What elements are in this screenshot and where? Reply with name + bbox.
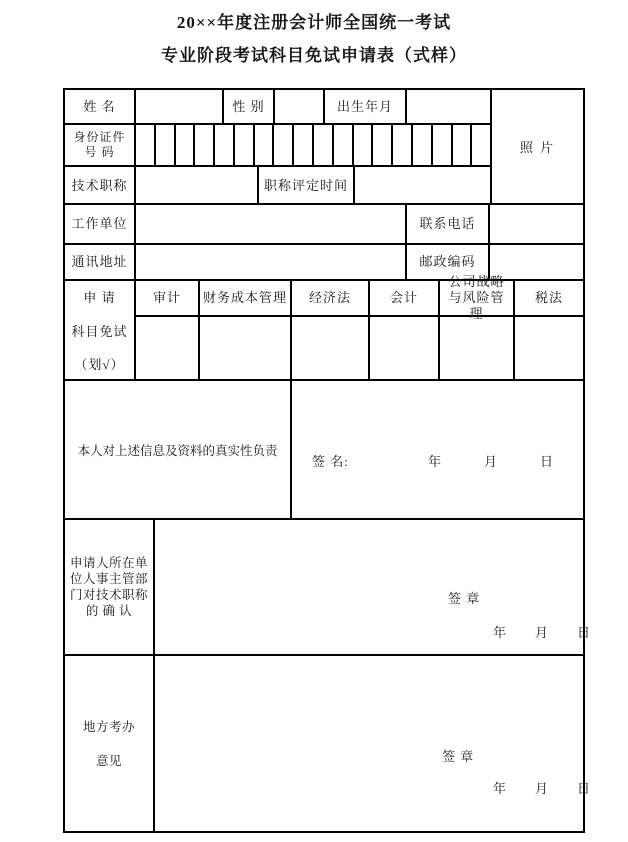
- id-digit-box: [255, 125, 275, 165]
- birth-label: 出生年月: [325, 90, 407, 123]
- local-office-seal-area: [155, 656, 592, 831]
- name-value-cell: [136, 90, 224, 123]
- row-id-number: [65, 125, 490, 167]
- subject-economic-law: 经济法: [292, 281, 370, 315]
- id-digit-box: [334, 125, 354, 165]
- subject-checkbox-cell: [136, 317, 200, 379]
- hr-confirm-seal-area: [155, 520, 592, 654]
- subject-checkbox-cell: [200, 317, 292, 379]
- work-unit-label: 工作单位: [65, 205, 136, 243]
- local-office-seal-label: 签 章: [442, 749, 475, 764]
- gender-value-cell: [275, 90, 325, 123]
- photo-placeholder: 照 片: [490, 90, 583, 203]
- local-office-label-line1: 地方考办: [82, 719, 135, 734]
- phone-value-cell: [490, 205, 583, 243]
- local-office-label-line2: 意见: [95, 753, 122, 768]
- subject-checkbox-cell: [440, 317, 515, 379]
- hr-seal-label: 签 章: [448, 591, 481, 606]
- subject-checkbox-cell: [370, 317, 440, 379]
- id-digit-box: [294, 125, 314, 165]
- hr-confirm-label-line3: 门对技术职称: [69, 588, 148, 602]
- subject-columns: [136, 274, 583, 379]
- local-office-section: [65, 656, 592, 831]
- id-digit-box: [215, 125, 235, 165]
- id-digit-box: [354, 125, 374, 165]
- subject-checkbox-row: [136, 317, 583, 379]
- id-number-label-line1: 身份证件: [73, 130, 126, 144]
- subject-exemption-section: [65, 274, 583, 381]
- subject-audit: 审计: [136, 281, 200, 315]
- id-digit-box: [433, 125, 453, 165]
- personal-info-block: [65, 90, 583, 205]
- id-digit-box: [176, 125, 196, 165]
- id-digit-box: [156, 125, 176, 165]
- work-unit-value-cell: [136, 205, 407, 243]
- eval-time-value-cell: [355, 167, 490, 205]
- hr-confirm-label: [65, 520, 155, 654]
- id-digit-box: [274, 125, 294, 165]
- subject-exemption-label-line2: 科目免试: [71, 323, 128, 339]
- id-number-label: [65, 125, 136, 165]
- subject-financial-cost-mgmt: 财务成本管理: [200, 281, 292, 315]
- tech-title-value-cell: [136, 167, 259, 205]
- name-label: 姓 名: [65, 90, 136, 123]
- subject-strategy-risk: 公司战略与风险管理: [440, 281, 515, 315]
- subject-checkbox-cell: [292, 317, 370, 379]
- id-digit-box: [373, 125, 393, 165]
- personal-info-left: [65, 90, 490, 203]
- gender-label: 性 别: [224, 90, 275, 123]
- subject-exemption-label: [65, 281, 136, 379]
- form-title: [0, 6, 628, 72]
- hr-confirm-label-line4: 的 确 认: [85, 604, 133, 618]
- application-form-table: [63, 88, 592, 833]
- tech-title-label: 技术职称: [65, 167, 136, 205]
- id-digit-box: [472, 125, 490, 165]
- hr-confirm-label-line1: 申请人所在单: [69, 556, 148, 570]
- local-office-date-label: 年 月 日: [493, 781, 592, 796]
- hr-confirm-label-line2: 位人事主管部: [69, 572, 148, 586]
- id-digit-box: [195, 125, 215, 165]
- id-number-label-line2: 号 码: [84, 145, 115, 159]
- subject-accounting: 会计: [370, 281, 440, 315]
- hr-confirm-section: [65, 520, 592, 656]
- declaration-sign-area: [292, 381, 583, 518]
- id-digit-box: [453, 125, 473, 165]
- id-digit-box: [413, 125, 433, 165]
- id-digit-boxes: [136, 125, 490, 165]
- phone-label: 联系电话: [407, 205, 490, 243]
- row-work-unit: [65, 205, 583, 245]
- id-digit-box: [235, 125, 255, 165]
- address-value-cell: [136, 245, 407, 279]
- id-digit-box: [314, 125, 334, 165]
- id-digit-box: [136, 125, 156, 165]
- row-tech-title: [65, 167, 490, 205]
- subject-header-row: [136, 274, 583, 321]
- subject-exemption-label-line1: 申 请: [83, 290, 116, 305]
- eval-time-label: 职称评定时间: [259, 167, 355, 205]
- subject-checkbox-cell: [515, 317, 583, 379]
- subject-exemption-label-line3: （划√）: [74, 357, 125, 372]
- signature-label: 签 名:: [312, 454, 349, 469]
- subject-tax-law: 税法: [534, 290, 563, 305]
- declaration-section: [65, 381, 583, 520]
- declaration-text: 本人对上述信息及资料的真实性负责: [65, 381, 292, 518]
- declaration-date-label: 年 月 日: [428, 454, 555, 469]
- hr-date-label: 年 月 日: [493, 625, 592, 640]
- row-name-gender-birth: [65, 90, 490, 125]
- form-title-line1: 20××年度注册会计师全国统一考试: [176, 13, 452, 32]
- form-title-line2: 专业阶段考试科目免试申请表（式样）: [161, 46, 467, 65]
- id-digit-box: [393, 125, 413, 165]
- address-label: 通讯地址: [65, 245, 136, 279]
- postcode-label: 邮政编码: [407, 245, 490, 279]
- local-office-label: [65, 656, 155, 831]
- birth-value-cell: [407, 90, 490, 123]
